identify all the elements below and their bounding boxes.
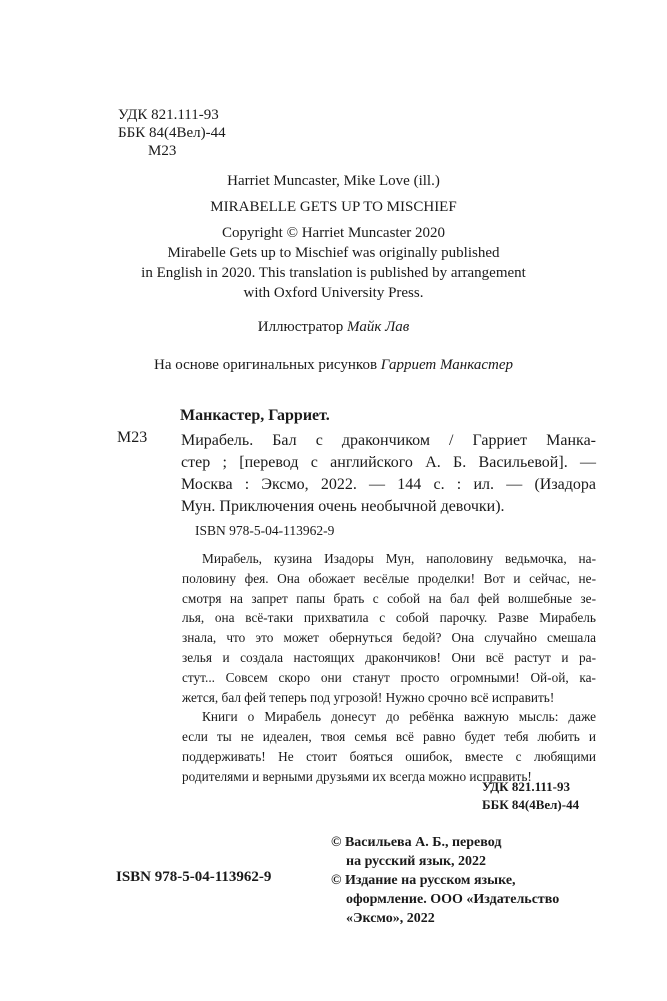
annotation-line: жется, бал фей теперь под угрозой! Нужно срочно всё исправить! xyxy=(182,689,555,705)
annotation-line: родителями и верными друзьями их всегда можно исправить! xyxy=(182,768,532,784)
based-on-credit xyxy=(0,357,667,374)
annotation-line: поддерживать! Не стоит бояться ошибок, вместе с любящими xyxy=(182,748,596,764)
udk-code: УДК 821.111-93 xyxy=(118,107,219,123)
copyright-line: with Oxford University Press. xyxy=(243,285,424,301)
illustrator-credit xyxy=(0,319,667,336)
copyright-line: © Васильева А. Б., перевод xyxy=(331,835,502,850)
entry-isbn: ISBN 978-5-04-113962-9 xyxy=(195,523,335,538)
entry-line: Москва : Эксмо, 2022. — 144 с. : ил. — (Изадора xyxy=(181,476,596,493)
bbk-code-bottom: ББК 84(4Вел)-44 xyxy=(482,797,580,812)
isbn-bottom: ISBN 978-5-04-113962-9 xyxy=(116,869,272,885)
copyright-line: на русский язык, 2022 xyxy=(346,854,487,869)
annotation-line: Книги о Мирабель донесут до ребёнка важную мысль: даже xyxy=(202,709,596,725)
annotation-line: если ты не идеален, твоя семья всё равно будет тебя любить и xyxy=(182,729,596,745)
annotation-line: половину фея. Она обожает весёлые проделки! Вот и сейчас, не- xyxy=(182,570,596,586)
entry-body xyxy=(181,430,596,518)
annotation-line: знала, что это может обернуться бедой? Она случайно смешала xyxy=(182,630,596,646)
original-copyright xyxy=(0,223,667,303)
bottom-codes xyxy=(482,778,579,814)
annotation-line: лья, она всё-таки прихватила с собой парочку. Разве Мирабель xyxy=(182,610,596,626)
entry-line: Мирабель. Бал с дракончиком / Гарриет Манка- xyxy=(181,432,596,449)
copyright-line: оформление. ООО «Издательство xyxy=(346,892,560,907)
copyright-line: Copyright © Harriet Muncaster 2020 xyxy=(221,225,445,241)
illustrator-name: Майк Лав xyxy=(347,319,410,335)
classification-codes xyxy=(118,106,226,160)
udk-code-bottom: УДК 821.111-93 xyxy=(482,779,570,794)
annotation-line: смотря на запрет папы брать с собой на бал фей волшебные зе- xyxy=(182,590,596,606)
copyright-line: Mirabelle Gets up to Mischief was originally published xyxy=(167,245,500,261)
entry-line: стер ; [перевод с английского А. Б. Васильевой]. — xyxy=(181,454,596,471)
entry-line: Мун. Приключения очень необычной девочки). xyxy=(181,498,505,515)
original-authors: Harriet Muncaster, Mike Love (ill.) xyxy=(227,173,440,189)
copyright-line: © Издание на русском языке, xyxy=(331,873,516,888)
copyright-block xyxy=(331,833,559,928)
copyright-line: in English in 2020. This translation is published by arrangement xyxy=(141,265,526,281)
copyright-line: «Эксмо», 2022 xyxy=(346,911,435,926)
annotation xyxy=(182,549,596,787)
annotation-line: стут... Совсем скоро они станут просто огромными! Ой-ой, ка- xyxy=(182,669,596,685)
entry-heading: Манкастер, Гарриет. xyxy=(180,407,330,424)
bbk-code: ББК 84(4Вел)-44 xyxy=(118,125,226,141)
entry-code: М23 xyxy=(117,429,148,446)
original-title: MIRABELLE GETS UP TO MISCHIEF xyxy=(210,199,457,215)
author-sign: М23 xyxy=(148,143,177,159)
based-on-name: Гарриет Манкастер xyxy=(380,357,513,373)
annotation-line: Мирабель, кузина Изадоры Мун, наполовину ведьмочка, на- xyxy=(202,551,596,566)
illustrator-label: Иллюстратор xyxy=(257,319,344,335)
annotation-line: зелья и создала настоящих дракончиков! Они всё растут и ра- xyxy=(182,649,596,665)
based-on-label: На основе оригинальных рисунков xyxy=(154,357,378,373)
